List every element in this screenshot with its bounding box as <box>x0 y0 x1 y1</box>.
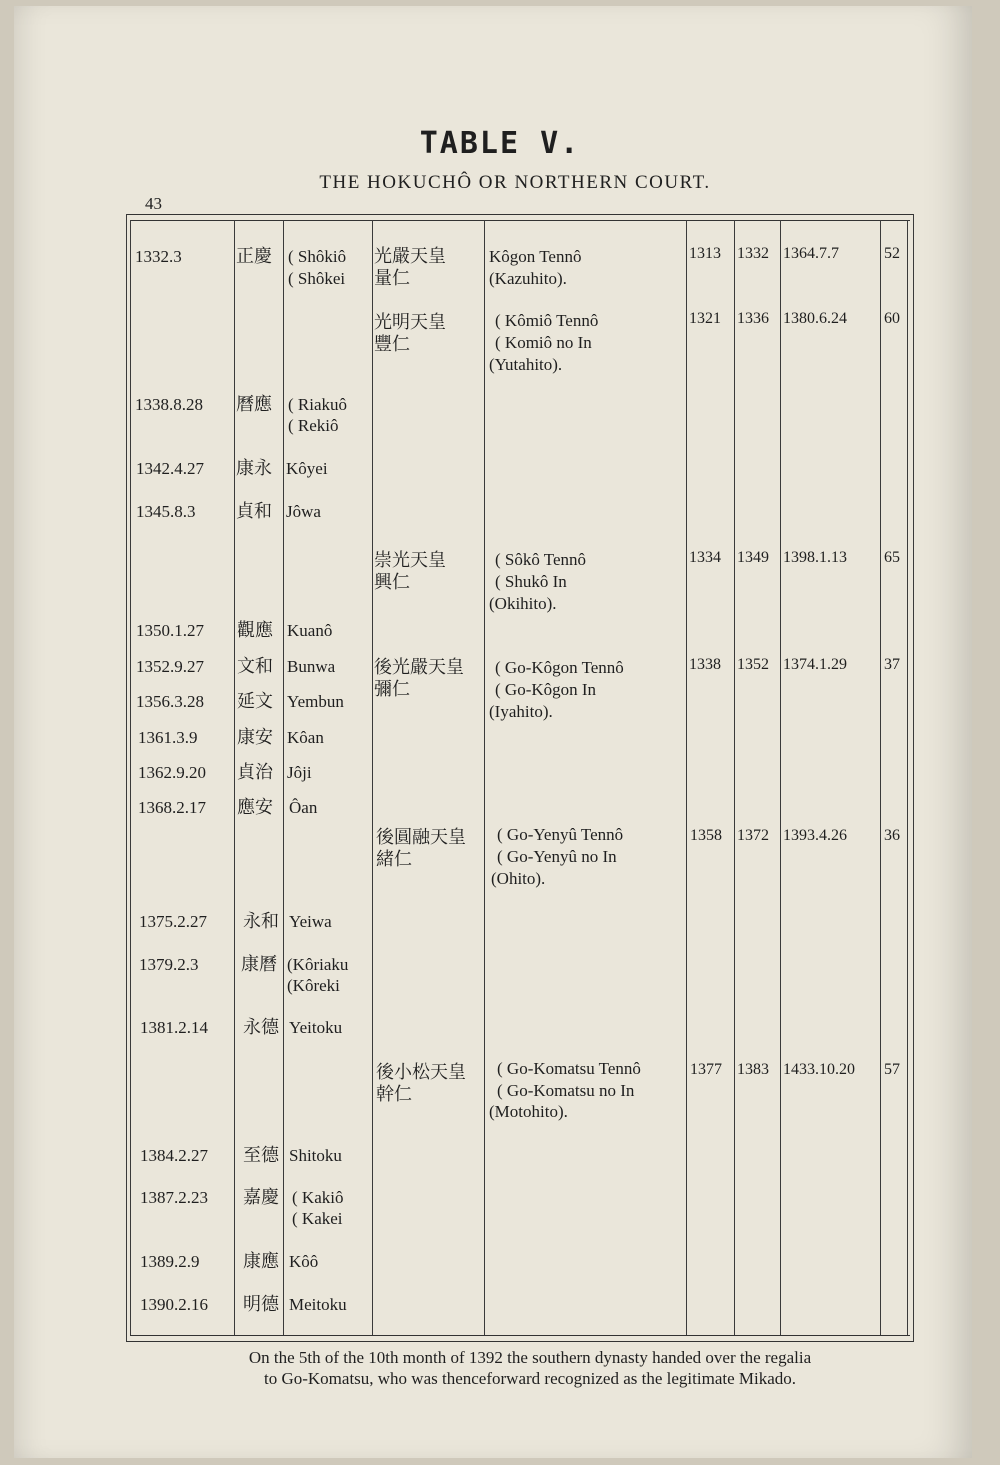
emperor-name: (Yutahito). <box>489 355 563 374</box>
emperor-name: (Ohito). <box>491 869 546 888</box>
era-date: 1356.3.28 <box>136 692 204 711</box>
era-date: 1352.9.27 <box>136 657 204 676</box>
column-divider <box>734 220 735 1335</box>
emperor-name: ( Go-Yenyû Tennô <box>497 825 624 844</box>
accession-year: 1372 <box>737 827 769 844</box>
footnote-line: to Go-Komatsu, who was thenceforward recognized as the legitimate Mikado. <box>263 1369 797 1388</box>
era-name: (Kôriaku <box>287 955 349 974</box>
era-name: ( Kakei <box>292 1209 343 1228</box>
emperor-name: (Kazuhito). <box>489 269 567 288</box>
emperor-name: ( Kômiô Tennô <box>495 311 599 330</box>
column-divider <box>372 220 373 1335</box>
era-name: Ôan <box>289 798 318 817</box>
era-name: Yeitoku <box>289 1018 343 1037</box>
table-bottom-rule-inner <box>130 1335 910 1336</box>
column-divider <box>283 220 284 1335</box>
page-title: TABLE V. <box>419 126 581 161</box>
era-name: ( Kakiô <box>292 1188 344 1207</box>
era-date: 1389.2.9 <box>140 1252 200 1271</box>
death-date: 1433.10.20 <box>783 1061 855 1078</box>
emperor-personal-kanji: 豐仁 <box>374 334 410 355</box>
era-name: ( Shôkei <box>288 269 346 288</box>
emperor-name: ( Go-Kôgon In <box>495 680 597 699</box>
column-divider <box>686 220 687 1335</box>
accession-year: 1336 <box>737 310 769 327</box>
era-date: 1384.2.27 <box>140 1146 208 1165</box>
death-date: 1374.1.29 <box>783 656 847 673</box>
emperor-kanji: 光明天皇 <box>374 312 446 333</box>
era-kanji: 明德 <box>243 1294 279 1315</box>
era-date: 1390.2.16 <box>140 1295 208 1314</box>
footnote-line: On the 5th of the 10th month of 1392 the southern dynasty handed over the regalia <box>248 1348 812 1367</box>
era-kanji: 康曆 <box>241 954 277 975</box>
emperor-name: (Okihito). <box>489 594 557 613</box>
era-kanji: 永和 <box>243 911 279 932</box>
table-inner-right-border <box>907 220 908 1335</box>
era-date: 1368.2.17 <box>138 798 206 817</box>
era-name: Jôwa <box>286 502 321 521</box>
era-name: ( Rekiô <box>288 416 339 435</box>
era-kanji: 至德 <box>243 1145 279 1166</box>
age-at-death: 65 <box>884 549 900 566</box>
era-kanji: 嘉慶 <box>243 1187 279 1208</box>
column-divider <box>880 220 881 1335</box>
era-name: Yembun <box>287 692 344 711</box>
era-date: 1379.2.3 <box>139 955 199 974</box>
accession-year: 1332 <box>737 245 769 262</box>
age-at-death: 57 <box>884 1061 900 1078</box>
emperor-kanji: 後小松天皇 <box>376 1062 466 1083</box>
era-name: ( Shôkiô <box>288 247 347 266</box>
death-date: 1393.4.26 <box>783 827 847 844</box>
era-date: 1361.3.9 <box>138 728 198 747</box>
birth-year: 1321 <box>689 310 721 327</box>
emperor-personal-kanji: 量仁 <box>374 268 410 289</box>
birth-year: 1377 <box>690 1061 722 1078</box>
footnote <box>140 1347 920 1389</box>
age-at-death: 60 <box>884 310 900 327</box>
table-inner-left-border <box>130 220 131 1335</box>
era-date: 1375.2.27 <box>139 912 207 931</box>
era-kanji: 貞治 <box>237 762 273 783</box>
era-name: Kôô <box>289 1252 319 1271</box>
era-date: 1345.8.3 <box>136 502 196 521</box>
era-name: Bunwa <box>287 657 336 676</box>
era-name: ( Riakuô <box>288 395 348 414</box>
era-kanji: 延文 <box>237 691 273 712</box>
age-at-death: 52 <box>884 245 900 262</box>
column-divider <box>234 220 235 1335</box>
era-date: 1350.1.27 <box>136 621 204 640</box>
column-divider <box>484 220 485 1335</box>
accession-year: 1349 <box>737 549 769 566</box>
emperor-name: ( Komiô no In <box>495 333 592 352</box>
emperor-kanji: 光嚴天皇 <box>374 246 446 267</box>
emperor-name: ( Go-Kôgon Tennô <box>495 658 624 677</box>
page-subtitle: THE HOKUCHÔ OR NORTHERN COURT. <box>319 172 711 193</box>
era-date: 1381.2.14 <box>140 1018 208 1037</box>
emperor-name: Kôgon Tennô <box>489 247 582 266</box>
table-top-rule <box>126 214 914 215</box>
accession-year: 1383 <box>737 1061 769 1078</box>
era-kanji: 貞和 <box>236 501 272 522</box>
era-date: 1332.3 <box>135 247 182 266</box>
emperor-personal-kanji: 彌仁 <box>374 679 410 700</box>
era-name: Shitoku <box>289 1146 342 1165</box>
era-kanji: 康安 <box>237 727 273 748</box>
era-name: Yeiwa <box>289 912 332 931</box>
era-kanji: 觀應 <box>237 620 273 641</box>
emperor-name: ( Shukô In <box>495 572 567 591</box>
era-name: Meitoku <box>289 1295 347 1314</box>
emperor-kanji: 後圓融天皇 <box>376 827 466 848</box>
table-bottom-rule <box>126 1341 914 1342</box>
death-date: 1398.1.13 <box>783 549 847 566</box>
emperor-name: (Motohito). <box>489 1102 568 1121</box>
emperor-name: ( Go-Komatsu no In <box>497 1081 635 1100</box>
era-kanji: 康應 <box>243 1251 279 1272</box>
emperor-personal-kanji: 興仁 <box>374 572 410 593</box>
era-kanji: 永德 <box>243 1017 279 1038</box>
era-name: Kôyei <box>286 459 328 478</box>
table-top-rule-inner <box>130 220 910 221</box>
era-kanji: 文和 <box>237 656 273 677</box>
era-kanji: 曆應 <box>236 394 272 415</box>
era-name: Kôan <box>287 728 324 747</box>
era-kanji: 康永 <box>236 458 272 479</box>
accession-year: 1352 <box>737 656 769 673</box>
era-name: Jôji <box>287 763 312 782</box>
emperor-kanji: 崇光天皇 <box>374 550 446 571</box>
era-name: Kuanô <box>287 621 333 640</box>
emperor-personal-kanji: 幹仁 <box>376 1084 412 1105</box>
emperor-personal-kanji: 緒仁 <box>376 849 412 870</box>
column-divider <box>780 220 781 1335</box>
age-at-death: 37 <box>884 656 900 673</box>
emperor-kanji: 後光嚴天皇 <box>374 657 464 678</box>
table-outer-right-border <box>913 214 914 1341</box>
era-date: 1387.2.23 <box>140 1188 208 1207</box>
era-kanji: 應安 <box>237 797 273 818</box>
death-date: 1380.6.24 <box>783 310 847 327</box>
emperor-name: (Iyahito). <box>489 702 553 721</box>
era-date: 1338.8.28 <box>135 395 203 414</box>
page-number: 43 <box>145 194 162 213</box>
era-date: 1342.4.27 <box>136 459 204 478</box>
death-date: 1364.7.7 <box>783 245 839 262</box>
birth-year: 1334 <box>689 549 721 566</box>
era-kanji: 正慶 <box>236 246 272 267</box>
birth-year: 1313 <box>689 245 721 262</box>
era-name: (Kôreki <box>287 976 340 995</box>
emperor-name: ( Go-Yenyû no In <box>497 847 617 866</box>
emperor-name: ( Go-Komatsu Tennô <box>497 1059 641 1078</box>
age-at-death: 36 <box>884 827 900 844</box>
birth-year: 1338 <box>689 656 721 673</box>
birth-year: 1358 <box>690 827 722 844</box>
era-date: 1362.9.20 <box>138 763 206 782</box>
emperor-name: ( Sôkô Tennô <box>495 550 587 569</box>
table-outer-left-border <box>126 214 127 1341</box>
